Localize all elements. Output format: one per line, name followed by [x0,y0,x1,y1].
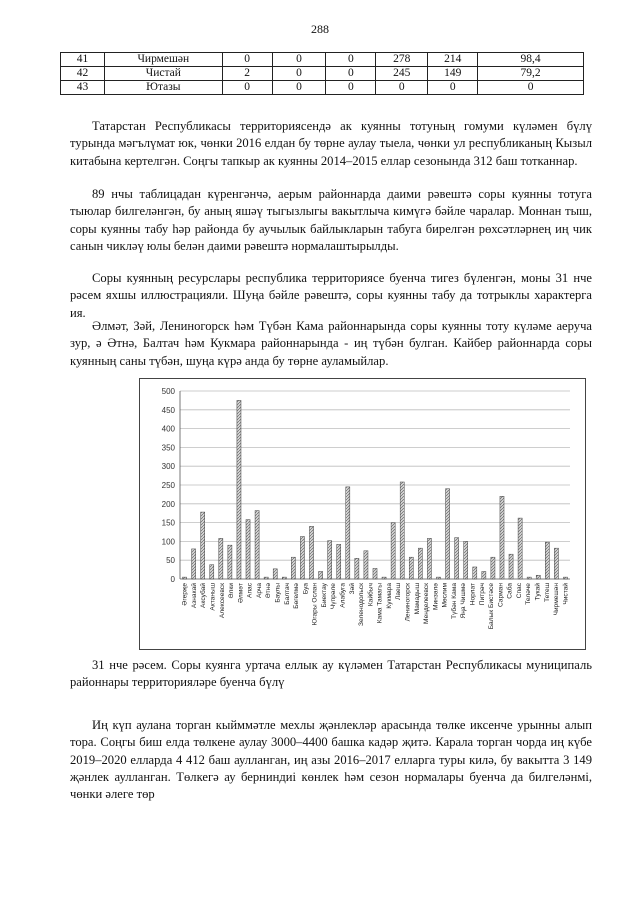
x-tick-label: Тукай [534,583,542,601]
x-tick-label: Саба [506,583,514,599]
bar [391,523,395,579]
bar [373,568,377,579]
table-cell: 0 [222,81,272,95]
table-cell: Ютазы [104,81,222,95]
y-tick-label: 300 [161,462,175,472]
table-cell: 0 [478,81,584,95]
table-row [61,67,584,81]
x-tick-label: Бөгелмә [293,583,301,609]
bar [328,541,332,579]
x-tick-label: Балык Бистәсе [488,583,496,630]
x-tick-label: Чистай [562,583,570,605]
paragraph-4: Әлмәт, Зәй, Лениногорск һәм Түбән Кама районнарында соры куянны тоту күләме аеруча зур, ә Әтнә, Балтач һәм Кукмара районнарында - иң түбән булган. Кайбер районнарда соры куянның саны түбән, шуңа күрә анда бу төрне ауламыйлар. [70,319,592,368]
table-row [61,53,584,67]
bar [427,538,431,579]
y-tick-label: 200 [161,499,175,509]
x-tick-label: Зәй [348,583,356,595]
table-cell: 0 [272,53,326,67]
y-tick-label: 100 [161,537,175,547]
x-tick-label: Минзәлә [432,583,440,611]
table-cell: 98,4 [478,53,584,67]
table-cell: 42 [61,67,105,81]
table-cell: 0 [326,53,376,67]
bar [192,549,196,579]
bar [291,557,295,579]
bar [464,541,468,579]
x-tick-label: Алексеевск [218,583,226,619]
table-cell: Чирмешән [104,53,222,67]
table-cell: 0 [428,81,478,95]
bar [563,577,567,579]
x-tick-label: Питрәч [478,583,486,606]
bar [219,538,223,579]
x-tick-label: Әлмәт [237,583,245,604]
x-tick-label: Балтач [283,583,291,605]
x-tick-label: Әгерҗе [181,583,189,606]
paragraph-1: Татарстан Республикасы территориясендә ак куянны тотуның гомуми күләмен бүлү турында мәгълүмат юк, чөнки 2016 елдан бу төрне аулау тыела, чөнки ул республиканың Кызыл китабына кертелгән. Соңгы тапкыр ак куянны 2014–2015 еллар сезонында 312 баш тотканнар. [70,119,592,168]
table-cell: 79,2 [478,67,584,81]
bar [436,577,440,579]
table-cell: 0 [222,53,272,67]
table-cell: 214 [428,53,478,67]
table-cell: 149 [428,67,478,81]
bar [201,512,205,579]
bar [536,575,540,579]
x-tick-label: Кукмара [385,583,393,609]
y-tick-label: 500 [161,387,175,396]
table-cell: 245 [376,67,428,81]
x-tick-label: Кама Тамагы [376,583,384,624]
bar [246,520,250,579]
bar [237,400,241,579]
bar [491,557,495,579]
bar [382,577,386,579]
bar [319,571,323,579]
x-tick-label: Югары Ослан [311,583,319,626]
x-tick-label: Чирмешән [553,583,561,616]
bar [273,569,277,579]
bar [473,567,477,579]
bar [264,577,268,579]
bar [346,487,350,579]
bar-chart [140,379,585,649]
x-tick-label: Кайбыч [367,583,375,607]
x-tick-label: Норлат [469,583,477,606]
x-tick-label: Әлки [228,583,236,599]
bar [182,577,186,579]
data-table [60,52,584,95]
x-tick-label: Арча [255,583,263,599]
bar [364,551,368,579]
x-tick-label: Буа [302,583,310,595]
table-cell: 0 [326,67,376,81]
y-tick-label: 0 [170,575,175,584]
bar [400,482,404,579]
table-cell: Чистай [104,67,222,81]
x-tick-label: Зеленодольск [358,583,366,626]
bar [545,542,549,579]
bar [337,544,341,579]
y-tick-label: 450 [161,405,175,415]
bar [255,511,259,579]
y-tick-label: 400 [161,424,175,434]
x-tick-label: Түбән Кама [450,583,458,619]
x-tick-label: Мамадыш [413,583,421,615]
bar [355,558,359,579]
bar [309,526,313,579]
x-tick-label: Әтнә [265,583,273,599]
y-tick-label: 150 [161,518,175,528]
x-tick-label: Актаныш [209,583,217,611]
x-tick-label: Мөслим [441,583,449,608]
bar [300,537,304,579]
bar [282,577,286,579]
table-cell: 43 [61,81,105,95]
x-tick-label: Менделеевск [423,583,431,624]
bar [210,565,214,579]
paragraph-5: Иң күп аулана торган кыйммәтле мехлы җәнлекләр арасында төлке иксенче урынны алып тора. Соңгы биш елда төлкене аулау 3000–4400 башка кадәр җитә. Карала торган чорда иң күбе 2019–2020 елларда 4 412 баш аулланган, иң азы 2016–2017 елларга туры килә, бу вакытта 3 149 җәнлек аулланган. Төлкегә ау берниндиi көнлек һәм сезон нормалары буенча да билгеләнмi, чөнки әлеге төр [70,718,592,802]
bar [455,538,459,579]
bar [409,557,413,579]
x-tick-label: Тетеш [543,583,551,603]
x-tick-label: Баулы [274,583,282,603]
x-tick-label: Лаеш [395,583,403,600]
table-cell: 0 [326,81,376,95]
chart-box [139,378,586,650]
page-number: 288 [311,22,329,36]
paragraph-2: 89 нчы таблицадан күренгәнчә, аерым районнарда даими рәвештә соры куянны тотуга тыюлар билгеләнгән, бу аның яшәү тыгызлыгы вакытлыча кимүгә бәйле чаралар. Моннан тыш, соры куянны табу һәр районда бу аучылык байлыкларын табуга бирелгән рөхсәтләрнең иң чик санын чикләү юлы белән даими рәвештә нормалаштырылды. [70,187,592,253]
bar [446,489,450,579]
x-tick-label: Сарман [497,583,505,608]
bar [500,496,504,579]
bar [482,571,486,579]
bar [228,545,232,579]
table-cell: 2 [222,67,272,81]
x-tick-label: Биектау [320,583,328,608]
bar [518,518,522,579]
x-tick-label: Аксубай [200,583,208,609]
x-tick-label: Чүпрәле [330,583,338,610]
y-tick-label: 250 [161,481,175,490]
x-tick-label: Яңа Чишмә [460,583,468,619]
table-cell: 0 [376,81,428,95]
x-tick-label: Апас [246,583,254,598]
bar [509,554,513,579]
table-cell: 278 [376,53,428,67]
x-tick-label: Спас [515,583,523,599]
y-tick-label: 50 [166,556,175,566]
y-tick-label: 350 [161,443,175,453]
x-tick-label: Азнакай [190,583,198,609]
x-tick-label: Алабуга [339,583,347,608]
table-cell: 0 [272,81,326,95]
bar [554,548,558,579]
paragraph-3: Соры куянның ресурслары республика территориясе буенча тигез бүленгән, моны 31 нче рәсем яхшы иллюстрацияли. Шуңа бәйле рәвештә, соры куянны табу да тотрыклы характерга ия. [70,271,592,320]
table-row [61,81,584,95]
table-cell: 41 [61,53,105,67]
bar [418,548,422,579]
x-tick-label: Лениногорск [404,583,412,622]
table-cell: 0 [272,67,326,81]
figure-caption: 31 нче рәсем. Соры куянга уртача еллык ау күләмен Татарстан Республикасы муниципаль районнары территорияләре буенча бүлү [70,658,592,690]
bar [527,577,531,579]
x-tick-label: Теләче [525,583,533,605]
